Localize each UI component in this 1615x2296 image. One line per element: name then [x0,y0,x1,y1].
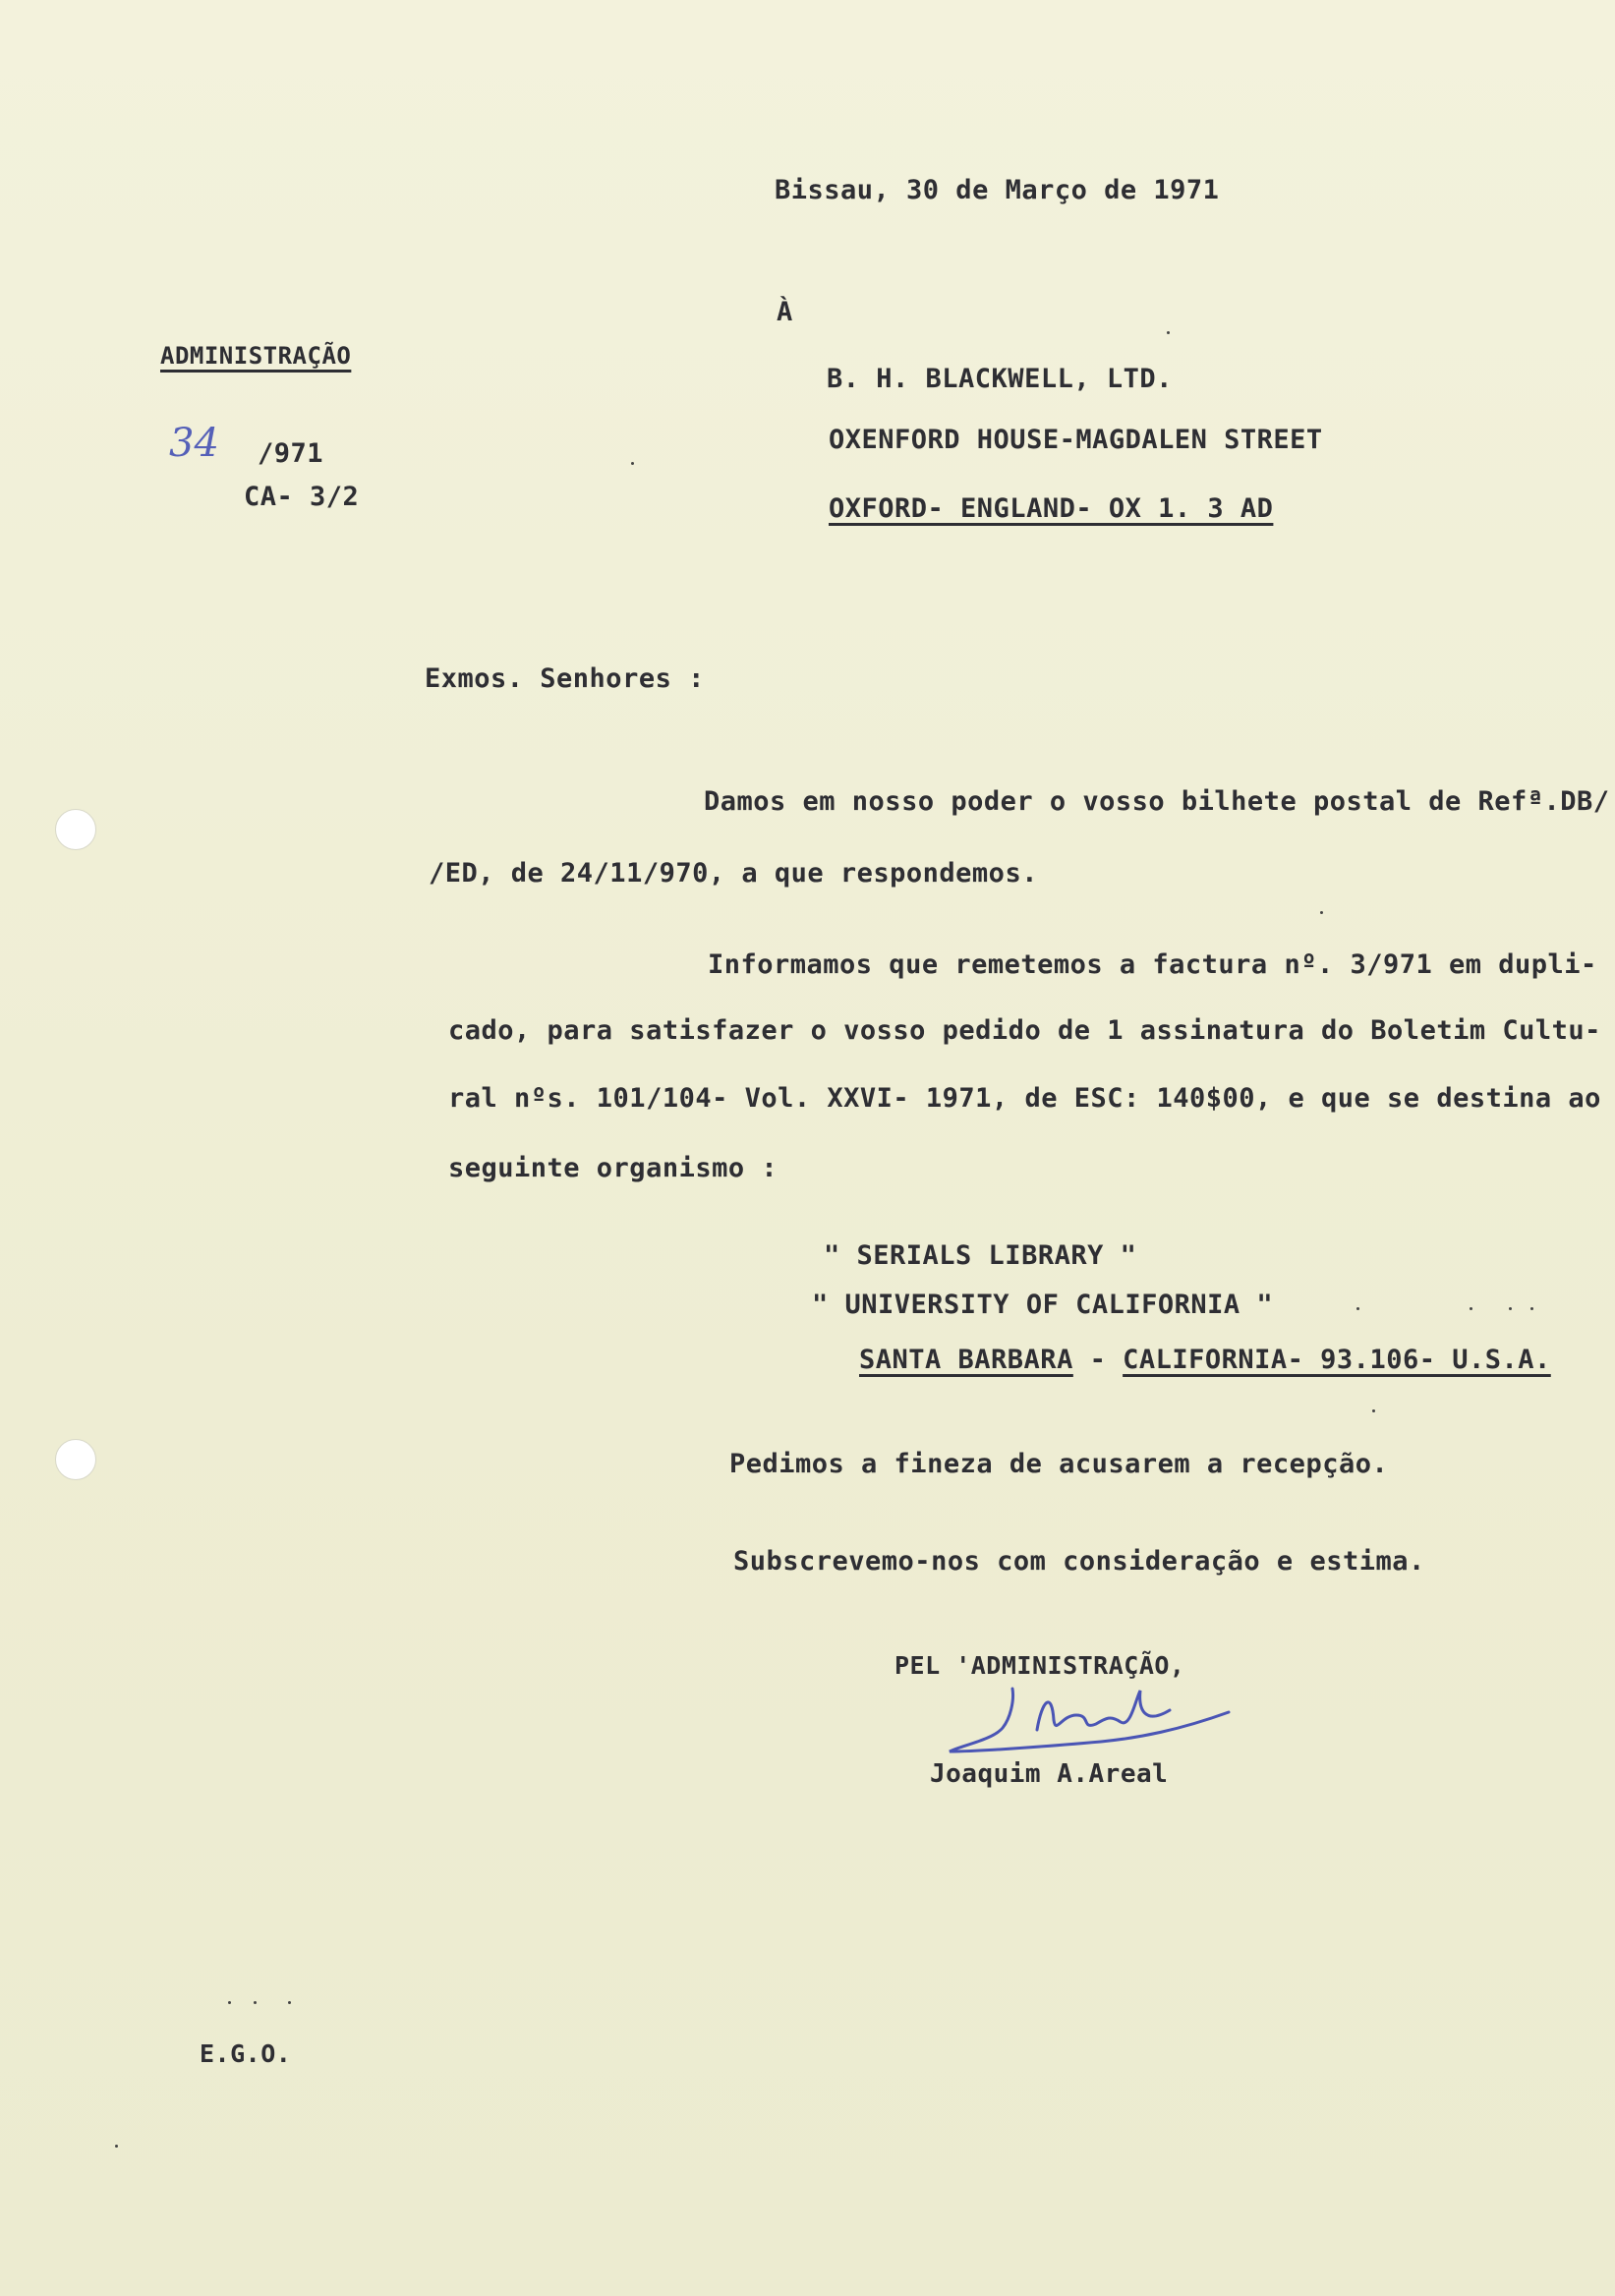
speck [115,2145,118,2148]
department-heading: ADMINISTRAÇÃO [160,342,352,370]
speck [1372,1409,1375,1412]
salutation: Exmos. Senhores : [425,663,705,694]
reference-code: CA- 3/2 [244,482,360,512]
recipient-address-city: OXFORD- ENGLAND- OX 1. 3 AD [829,493,1274,524]
recipient-address-street: OXENFORD HOUSE-MAGDALEN STREET [829,425,1323,455]
paragraph-2-line-1: Informamos que remetemos a factura nº. 3/971 em dupli- [708,949,1597,980]
organism-line-1: " SERIALS LIBRARY " [824,1240,1137,1271]
speck [1509,1307,1512,1310]
speck [1530,1307,1533,1310]
to-mark: À [777,297,793,327]
paragraph-2-line-2: cado, para satisfazer o vosso pedido de 1 assinatura do Boletim Cultu- [448,1015,1601,1046]
paragraph-1-line-2: /ED, de 24/11/970, a que respondemos. [429,858,1038,889]
speck [254,2001,257,2004]
speck [228,2001,231,2004]
closing-line: Subscrevemo-nos com consideração e estima. [733,1546,1425,1577]
organism-line-3 [859,1345,1551,1375]
organism-state-zip-country: CALIFORNIA- 93.106- U.S.A. [1123,1345,1551,1375]
paragraph-3: Pedimos a fineza de acusarem a recepção. [729,1449,1389,1479]
signatory-name: Joaquim A.Areal [930,1759,1169,1789]
speck [1167,331,1170,334]
reference-year: /971 [258,438,324,469]
speck [1470,1307,1472,1310]
organism-line-2: " UNIVERSITY OF CALIFORNIA " [812,1290,1274,1320]
paragraph-2-line-3: ral nºs. 101/104- Vol. XXVI- 1971, de ESC: 140$00, e que se destina ao [448,1083,1601,1114]
speck [1356,1307,1359,1310]
recipient-name: B. H. BLACKWELL, LTD. [827,364,1173,394]
handwritten-signature-icon [944,1661,1239,1769]
typist-initials: E.G.O. [200,2039,292,2068]
punch-hole-top [55,809,96,850]
speck [288,2001,291,2004]
organism-city: SANTA BARBARA [859,1345,1073,1375]
organism-separator: - [1072,1345,1124,1375]
signature-label: PEL 'ADMINISTRAÇÃO, [894,1651,1185,1680]
speck [631,462,634,465]
handwritten-reference-number: 34 [169,421,219,466]
paragraph-1-line-1: Damos em nosso poder o vosso bilhete postal de Refª.DB/ [704,786,1610,817]
letter-date: Bissau, 30 de Março de 1971 [775,175,1220,205]
speck [1320,911,1323,914]
paragraph-2-line-4: seguinte organismo : [448,1153,779,1183]
signature-handwritten-text [1071,1677,1074,1678]
punch-hole-bottom [55,1439,96,1480]
